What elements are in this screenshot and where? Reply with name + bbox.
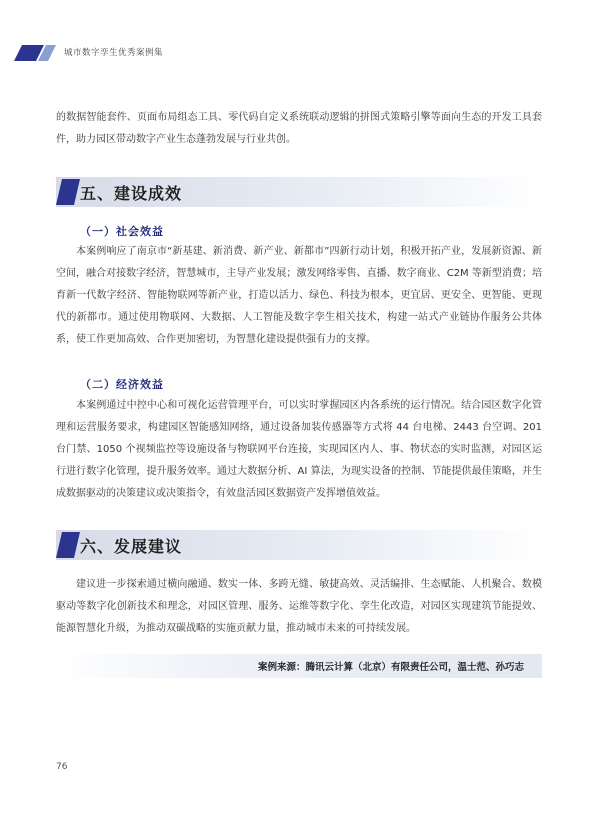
- section-6-marker-icon: [56, 532, 80, 558]
- development-suggestion-paragraph: 建议进一步探索通过横向融通、数实一体、多跨无缝、敏捷高效、灵活编排、生态赋能、人机聚合、数模驱动等数字化创新技术和理念，对园区管理、服务、运维等数字化、孪生化改造，对园区实现建筑节能提效、能源智慧化升级，为推动双碳战略的实施贡献力量，推动城市未来的可持续发展。: [56, 579, 542, 634]
- social-benefit-paragraph: 本案例响应了南京市“新基建、新消费、新产业、新都市”四新行动计划，积极开拓产业，发展新资源、新空间，融合对接数字经济，智慧城市，主导产业发展；激发网络零售、直播、数字商业、C2M 等新型消费；培育新一代数字经济、智能物联网等新产业，打造以活力、绿色、科技为根本，更宜居、更安全、更智能、更现代的新都市。通过使用物联网、大数据、人工智能及数字孪生相关技术，构建一站式产业链协作服务公共体系，使工作更加高效、合作更加密切，为智慧化建设提供强有力的支撑。: [56, 246, 542, 345]
- section-5-banner: [56, 177, 542, 207]
- economic-benefit-paragraph: 本案例通过中控中心和可视化运营管理平台，可以实时掌握园区内各系统的运行情况。结合园区数字化管理和运营服务要求，构建园区智能感知网络，通过设备加装传感器等方式将 44 台电梯、2443 台空调、201 台门禁、1050 个视频监控等设施设备与物联网平台连接，实现园区内人、事、物状态的实时监测，对园区运行进行数字化管理，提升服务效率。通过大数据分析、AI 算法，为现实设备的控制、节能提供最佳策略，并生成数据驱动的决策建议或决策指令，有效盘活园区数据资产发挥增值效益。: [56, 400, 542, 499]
- economic-benefit-heading: （二）经济效益: [80, 378, 164, 391]
- page-number: 76: [56, 762, 68, 772]
- section-5-title: 五、建设成效: [80, 184, 183, 203]
- intro-paragraph: 的数据智能套件、页面布局组态工具、零代码自定义系统联动逻辑的拼图式策略引擎等面向生态的开发工具套件，助力园区带动数字产业生态蓬勃发展与行业共创。: [56, 112, 542, 145]
- section-6-banner: [56, 530, 542, 560]
- header-title: 城市数字孪生优秀案例集: [64, 48, 164, 58]
- section-5-marker-icon: [56, 179, 80, 205]
- section-6-title: 六、发展建议: [80, 537, 183, 556]
- case-source-text: 案例来源：腾讯云计算（北京）有限责任公司，温士范、孙巧志: [257, 662, 524, 673]
- case-source-banner: [56, 654, 542, 678]
- header-logo-icon: [14, 45, 56, 61]
- social-benefit-heading: （一）社会效益: [80, 225, 164, 238]
